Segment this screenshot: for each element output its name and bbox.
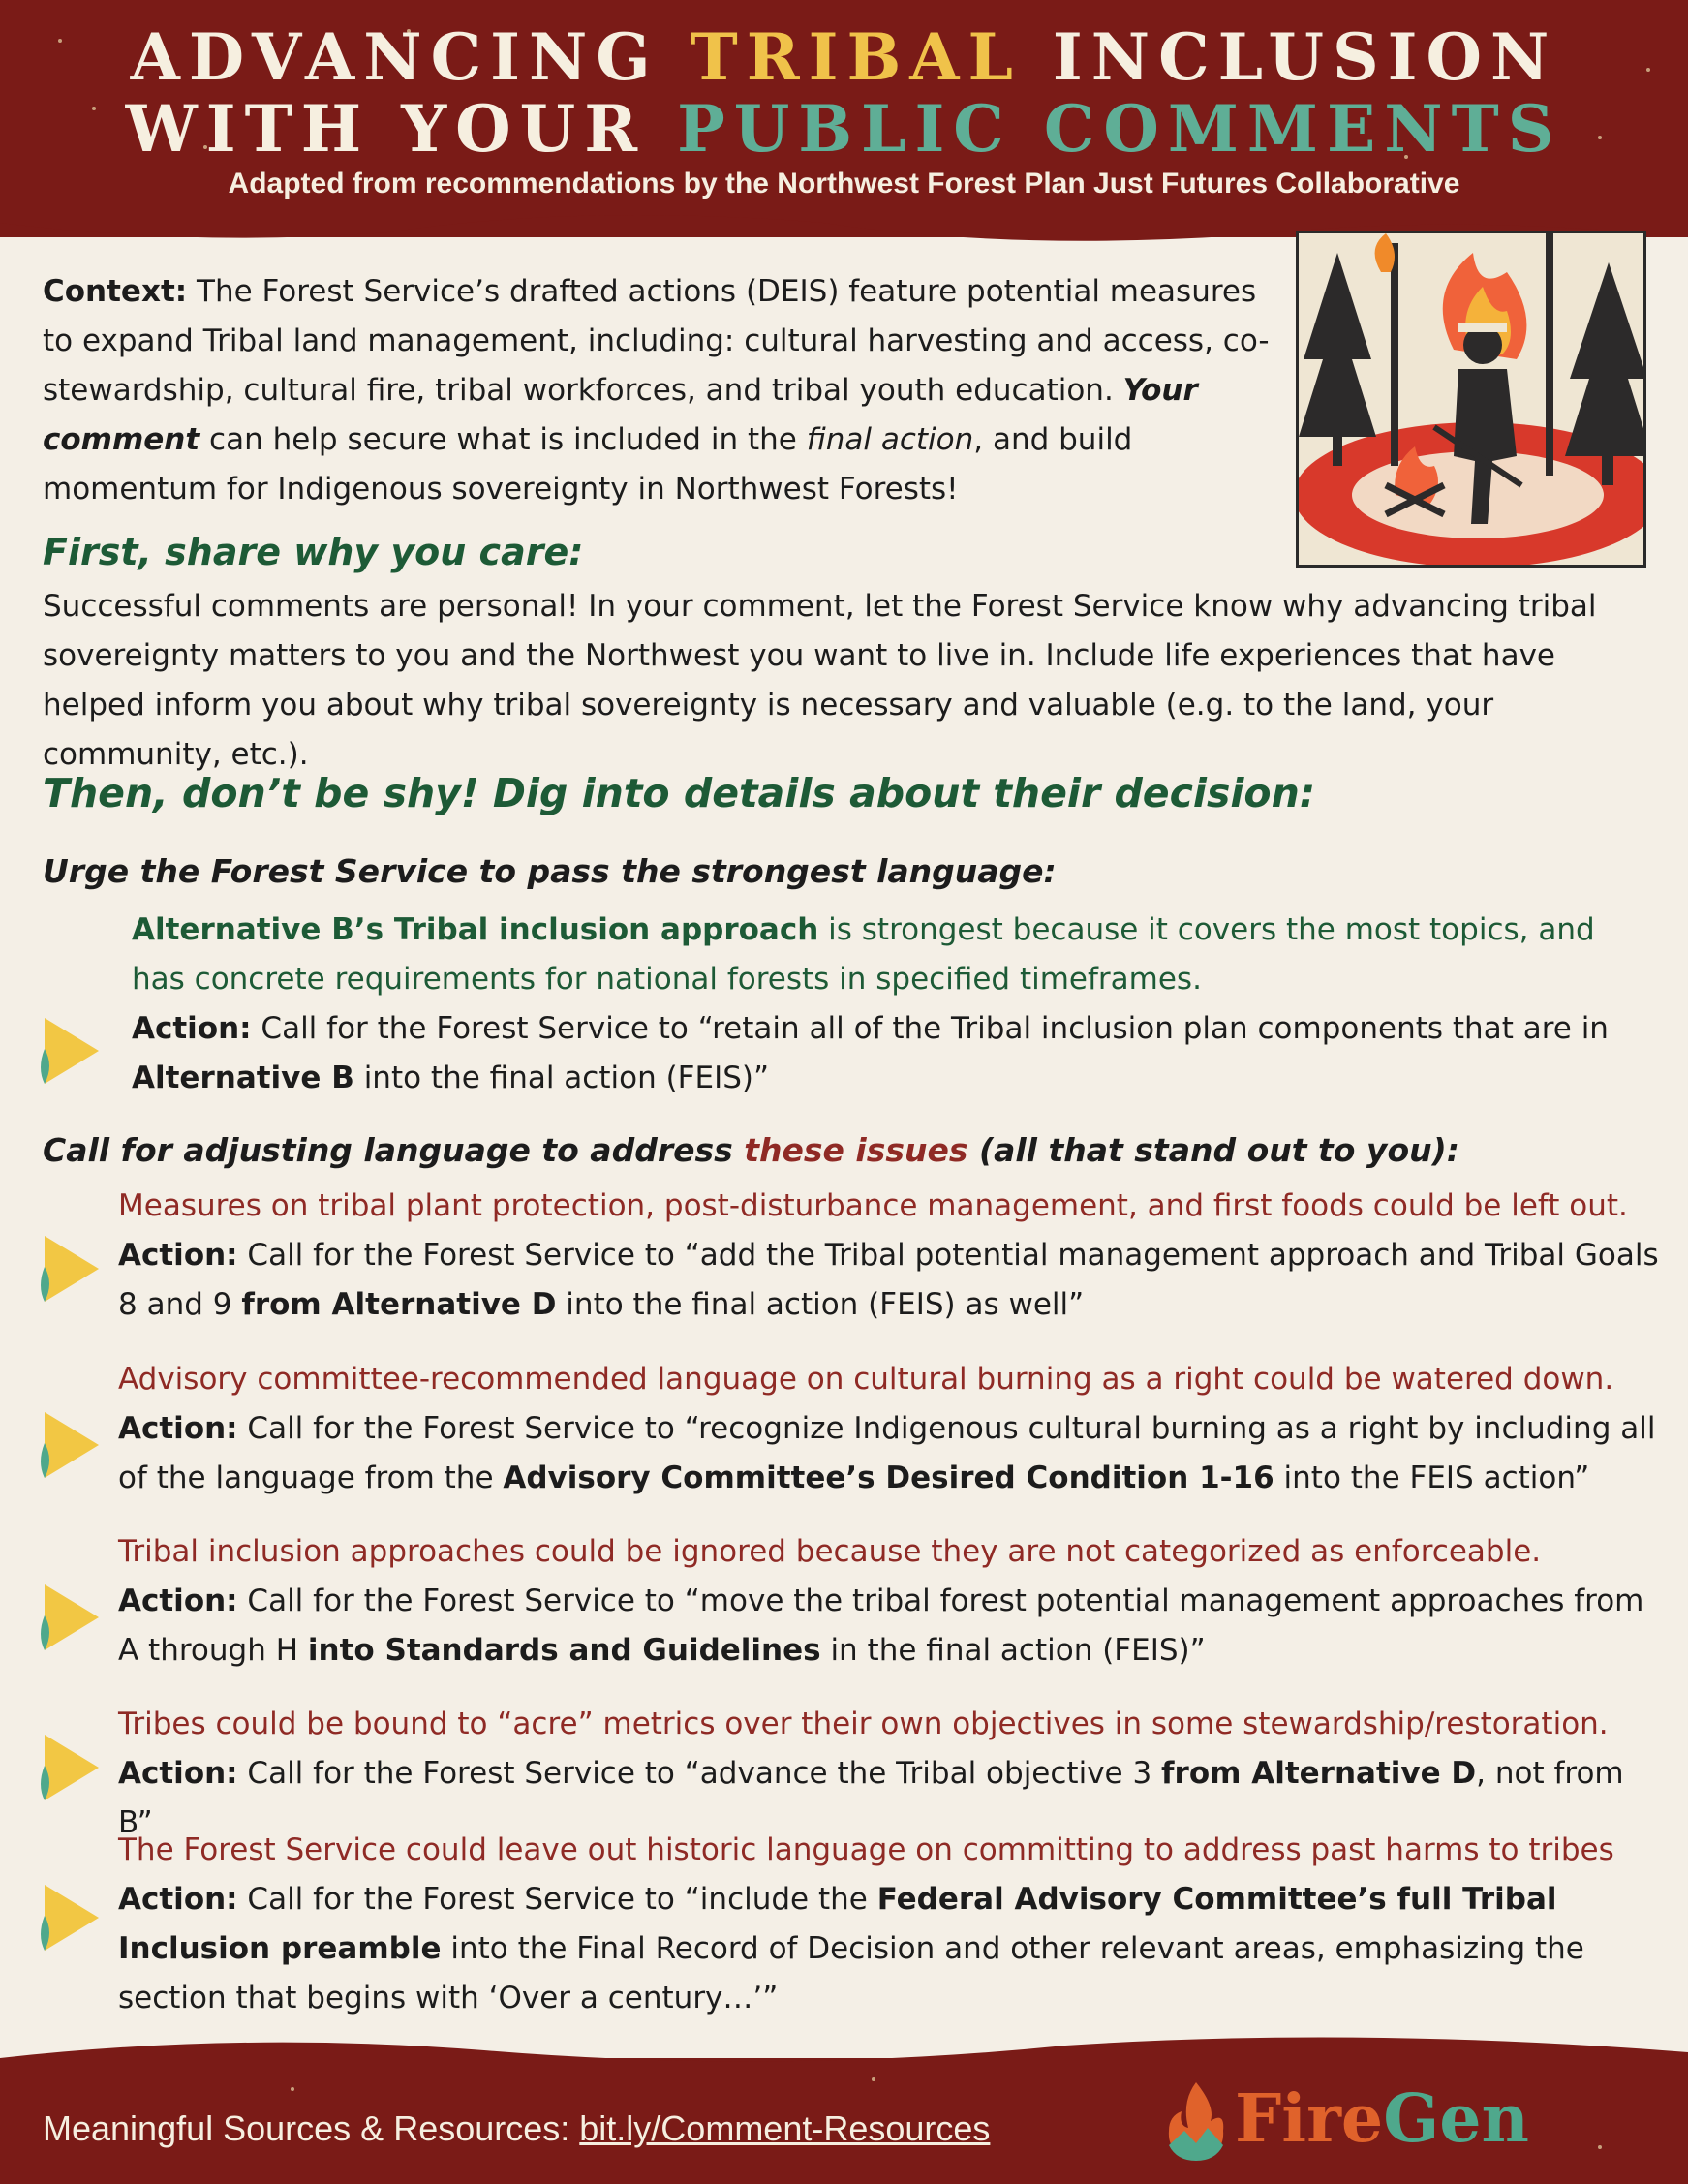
issue-item: Tribes could be bound to “acre” metrics over their own objectives in some stewardship/restoration. Action: Call for the Forest Service to “advance the Tribal objective 3 from Alternative D, not from B” (118, 1707, 1624, 1840)
issue-item: The Forest Service could leave out historic language on committing to address past harms to tribes Action: Call for the Forest Service to “include the Federal Advisory Committee’s full Tribal Inclusion preamble into the Final Record of Decision and other relevant areas, emphasizing the section that begins with ‘Over a century…’” (118, 1832, 1614, 2015)
fire-logo-icon (1157, 2077, 1235, 2165)
urge-heading: Urge the Forest Service to pass the strongest language: (43, 852, 1057, 890)
context-paragraph: Context: The Forest Service’s drafted actions (DEIS) feature potential measures to expand Tribal land management, including: cultural harvesting and access, co-stewardship, cultural fire, tribal workforces, and tribal youth education. Your comment can help secure what is included in the final action, and build momentum for Indigenous sovereignty in Northwest Forests! (43, 274, 1270, 507)
play-arrow-icon (37, 1879, 105, 1956)
page-title: ADVANCING TRIBAL INCLUSION WITH YOUR PUBLIC COMMENTS (125, 19, 1563, 167)
play-arrow-icon (37, 1012, 105, 1090)
footer-resources: Meaningful Sources & Resources: bit.ly/Comment-Resources (43, 2108, 991, 2148)
urge-block: Alternative B’s Tribal inclusion approach is strongest because it covers the most topics, and has concrete requirements for national forests in specified timeframes. Action: Call for the Forest Service to “retain all of the Tribal inclusion plan components that are in Alternative B into the final action (FEIS)” (132, 912, 1609, 1095)
issue-item: Tribal inclusion approaches could be ignored because they are not categorized as enforceable. Action: Call for the Forest Service to “move the tribal forest potential management approaches from A through H into Standards and Guidelines in the final action (FEIS)” (118, 1534, 1644, 1668)
issue-item: Measures on tribal plant protection, post-disturbance management, and first foods could be left out. Action: Call for the Forest Service to “add the Tribal potential management approach and Tribal Goals 8 and 9 from Alternative D into the final action (FEIS) as well” (118, 1188, 1659, 1322)
play-arrow-icon (37, 1729, 105, 1806)
share-paragraph: Successful comments are personal! In your comment, let the Forest Service know why advancing tribal sovereignty matters to you and the Northwest you want to live in. Include life experiences that have helped inform you about why tribal sovereignty is necessary and valuable (e.g. to the land, your community, etc.). (43, 589, 1597, 772)
play-arrow-icon (37, 1230, 105, 1307)
details-heading: Then, don’t be shy! Dig into details about their decision: (43, 770, 1316, 816)
issue-item: Advisory committee-recommended language on cultural burning as a right could be watered down. Action: Call for the Forest Service to “recognize Indigenous cultural burning as a right by including all of the language from the Advisory Committee’s Desired Condition 1-16 into the FEIS action” (118, 1362, 1656, 1495)
play-arrow-icon (37, 1406, 105, 1484)
firefighter-illustration (1296, 231, 1646, 568)
play-arrow-icon (37, 1579, 105, 1656)
subtitle: Adapted from recommendations by the Northwest Forest Plan Just Futures Collaborative (228, 168, 1460, 200)
resources-link[interactable]: bit.ly/Comment-Resources (579, 2108, 991, 2148)
firegen-logo: FireGen (1235, 2080, 1529, 2158)
adjust-heading: Call for adjusting language to address these issues (all that stand out to you): (43, 1131, 1459, 1169)
share-heading: First, share why you care: (43, 531, 584, 573)
